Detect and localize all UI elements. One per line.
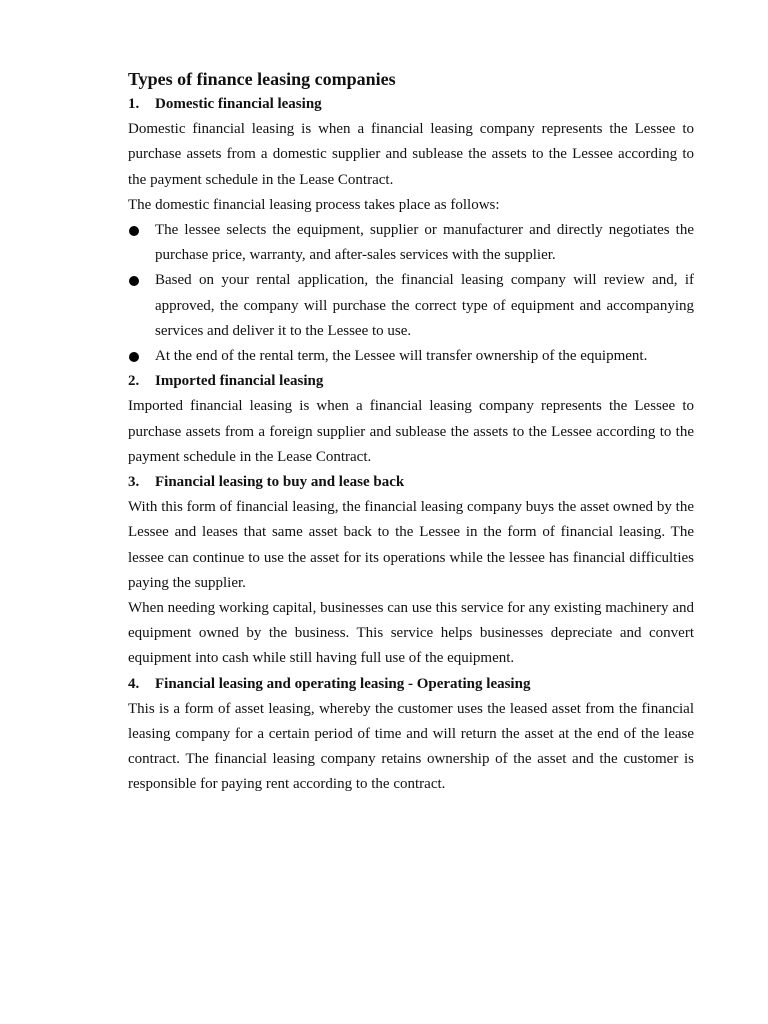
section-number: 4.	[128, 675, 140, 692]
paragraph: The domestic financial leasing process takes place as follows:	[128, 196, 500, 213]
paragraph: Domestic financial leasing is when a financial leasing company represents the Lessee to purchase assets from a domestic supplier and sublease the assets to the Lessee according to the payment schedule in the Lease Contract.	[128, 121, 694, 188]
paragraph: Imported financial leasing is when a financial leasing company represents the Lessee to purchase assets from a foreign supplier and sublease the assets to the Lessee according to the payment schedule in the Lease Contract.	[128, 398, 694, 465]
section-title: Financial leasing to buy and lease back	[155, 474, 405, 491]
section-number: 3.	[128, 474, 140, 491]
bullet-icon	[129, 226, 139, 236]
list-item	[128, 344, 694, 369]
section-title: Domestic financial leasing	[155, 96, 322, 112]
bullet-icon	[129, 276, 139, 286]
list-item-text: At the end of the rental term, the Lessee will transfer ownership of the equipment.	[155, 348, 648, 365]
section-number: 1.	[128, 96, 140, 112]
section-title: Financial leasing and operating leasing - Operating leasing	[155, 675, 531, 692]
paragraph: With this form of financial leasing, the financial leasing company buys the asset owned by the Lessee and leases that same asset back to the Lessee in the form of financial leasing. The lessee can continue to use the asset for its operations while the lessee has financial difficulties paying the supplier.	[128, 499, 694, 591]
list-item-text: The lessee selects the equipment, supplier or manufacturer and directly negotiates the purchase price, warranty, and after-sales services with the supplier.	[155, 222, 694, 264]
section-heading-lease-back	[128, 470, 694, 495]
list-item	[128, 218, 694, 268]
paragraph: When needing working capital, businesses can use this service for any existing machinery and equipment owned by the business. This service helps businesses depreciate and convert equipment into cash while still having full use of the equipment.	[128, 600, 694, 667]
paragraph: This is a form of asset leasing, whereby the customer uses the leased asset from the financial leasing company for a certain period of time and will return the asset at the end of the lease contract. The financial leasing company retains ownership of the asset and the customer is responsible for paying rent according to the contract.	[128, 700, 694, 793]
section-heading-imported	[128, 369, 694, 394]
section-heading-operating	[128, 672, 694, 697]
document-title: Types of finance leasing companies	[128, 69, 396, 89]
section-title: Imported financial leasing	[155, 373, 324, 390]
process-bullet-list	[128, 218, 694, 369]
list-item	[128, 268, 694, 344]
bullet-icon	[129, 352, 139, 362]
list-item-text: Based on your rental application, the financial leasing company will review and, if approved, the company will purchase the correct type of equipment and accompanying services and deliver it to the Lessee to use.	[155, 272, 694, 339]
section-number: 2.	[128, 373, 140, 390]
document-page	[128, 67, 694, 798]
section-heading-domestic	[128, 92, 694, 117]
